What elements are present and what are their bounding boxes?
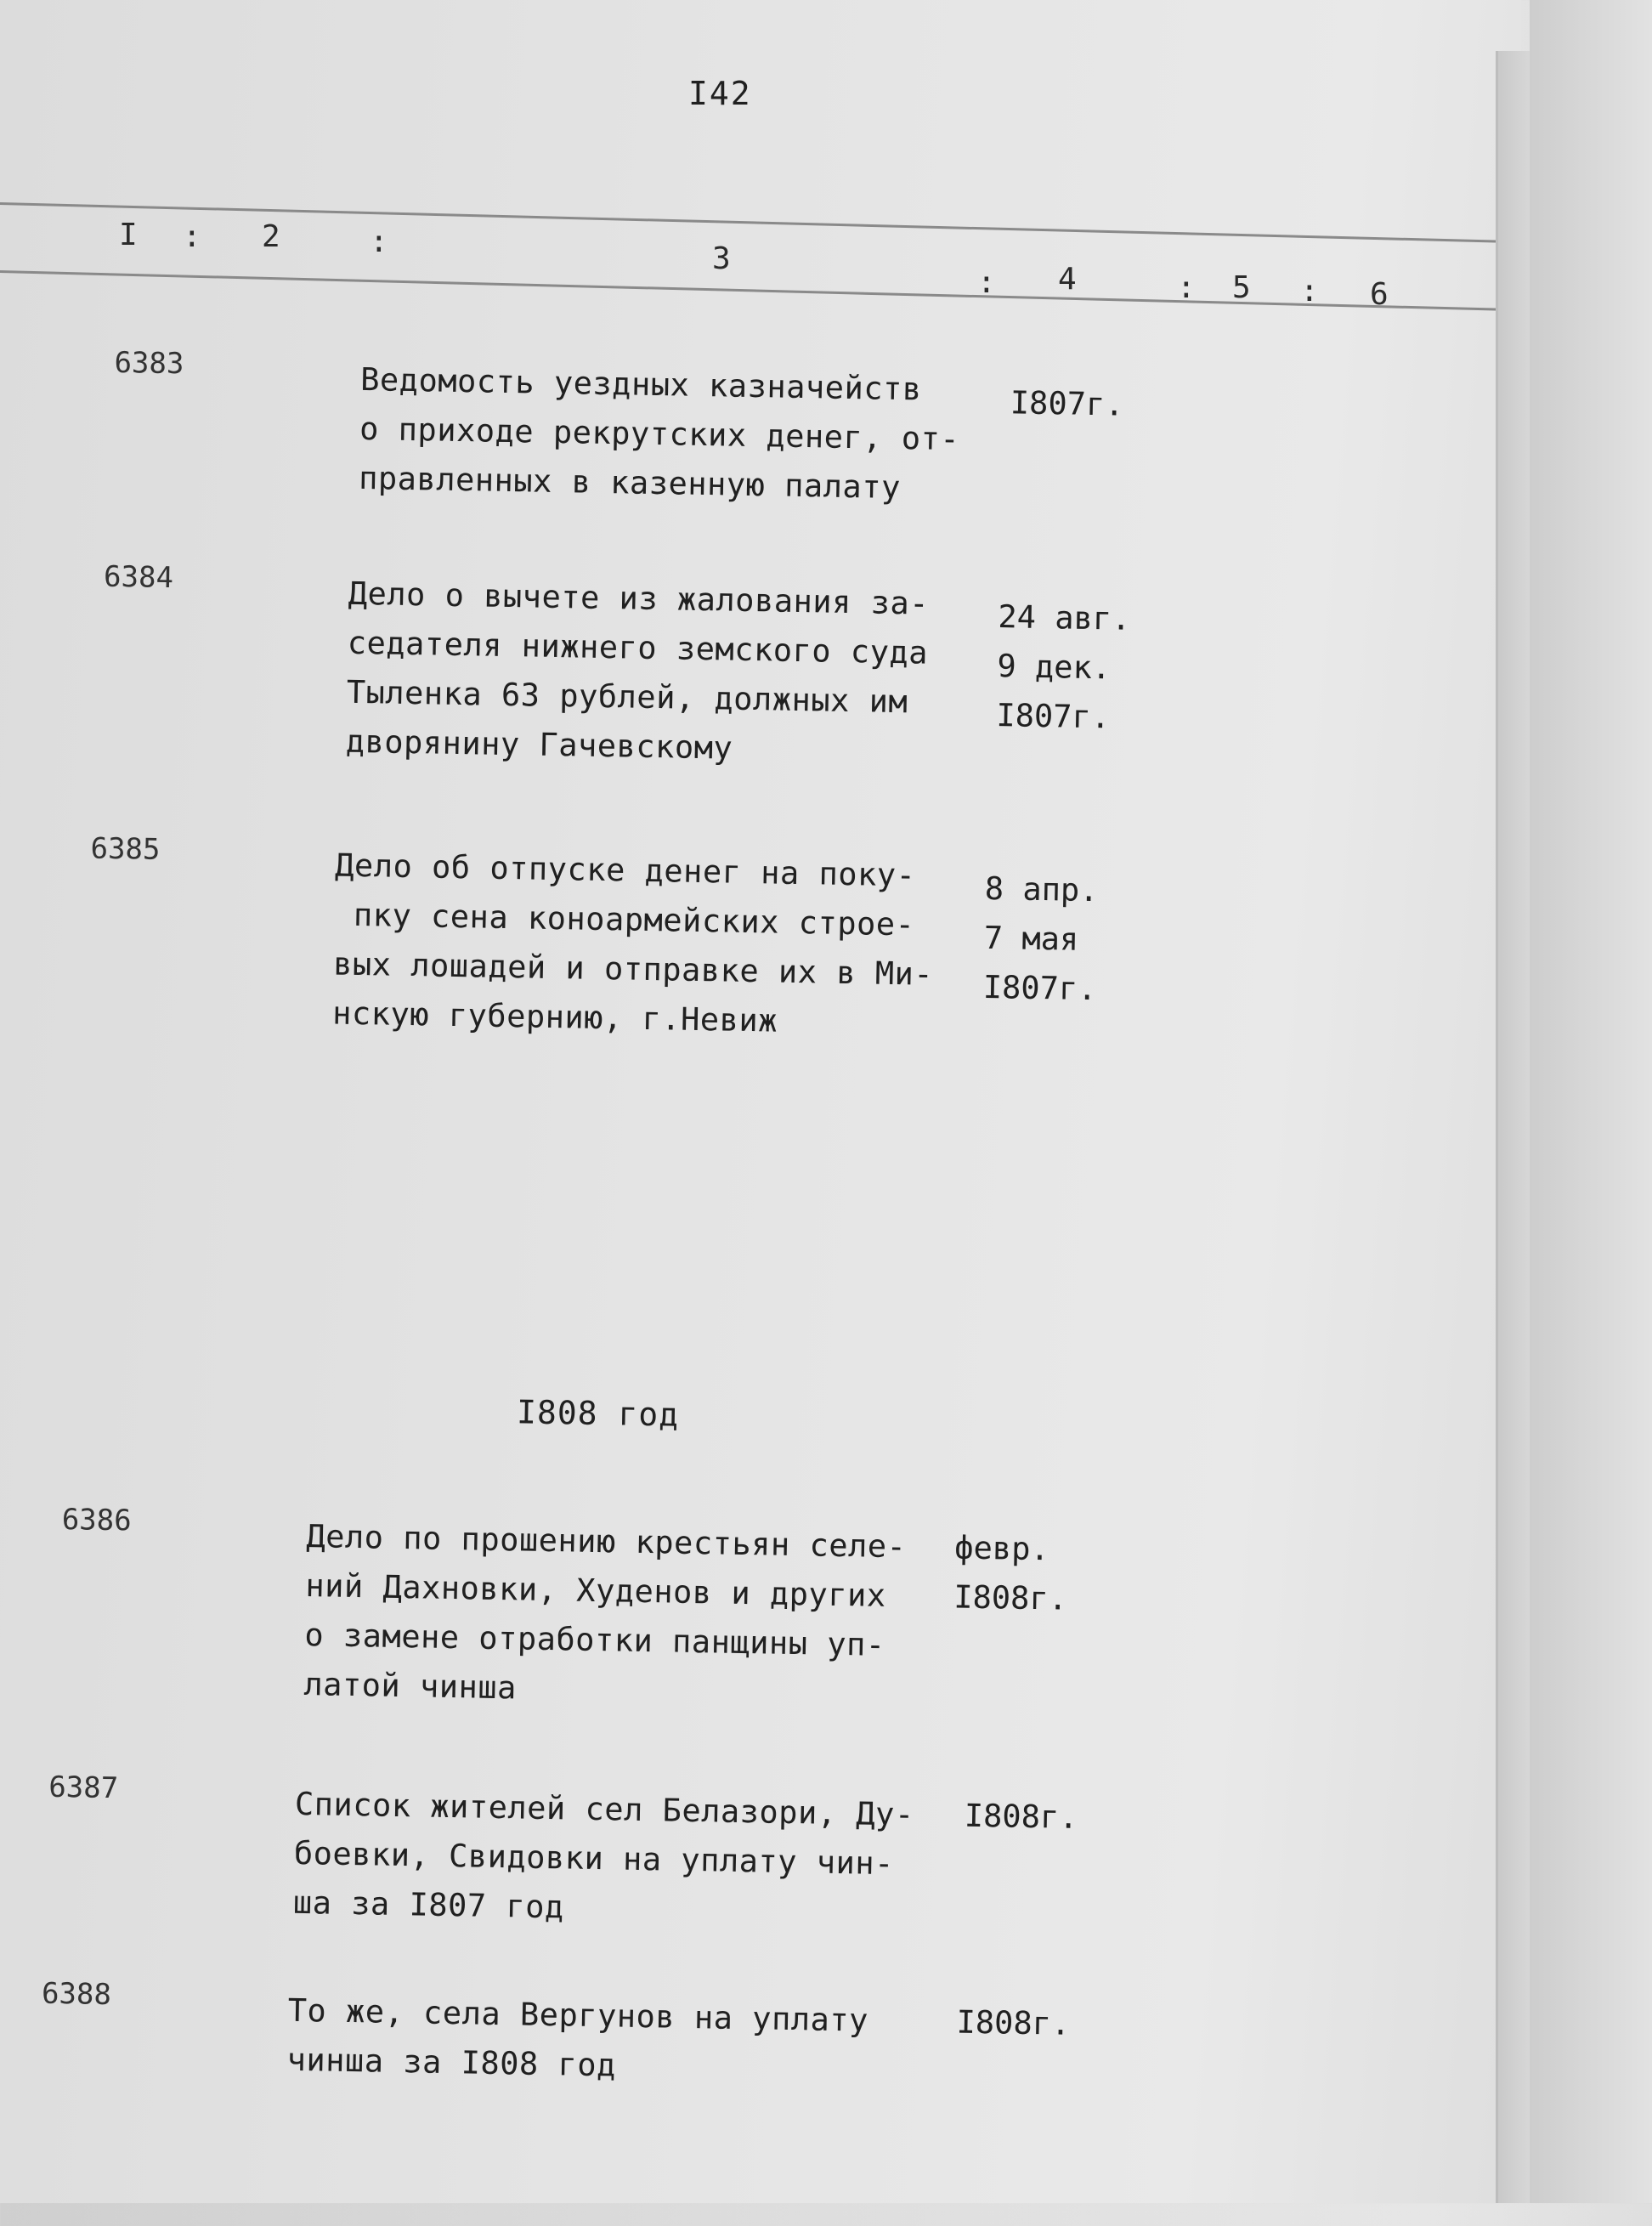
- entry-date: 24 авг. 9 дек. I807г.: [996, 598, 1131, 736]
- column-header-4: 4: [1058, 262, 1077, 297]
- entry-date: I808г.: [964, 1797, 1078, 1836]
- column-separator: :: [370, 224, 388, 259]
- entry-number: 6386: [61, 1502, 132, 1538]
- column-header-6: 6: [1370, 277, 1389, 312]
- entry-number: 6388: [41, 1976, 112, 2013]
- entry-description: Дело об отпуске денег на поку- пку сена коноармейских строе- вых лошадей и отправке их в Ми- нскую губернию, г.Невиж: [331, 847, 934, 1039]
- column-separator: :: [1177, 270, 1196, 305]
- column-header-3: 3: [712, 241, 731, 276]
- entry-number: 6384: [103, 559, 174, 596]
- column-header-1: I: [119, 218, 138, 252]
- entry-date: I808г.: [956, 2003, 1071, 2042]
- entry-description: То же, села Вергунов на уплату чинша за I808 год: [286, 1991, 869, 2084]
- column-header-2: 2: [262, 219, 280, 254]
- entry-number: 6387: [48, 1770, 119, 1806]
- page-number: I42: [688, 75, 752, 112]
- entry-description: Ведомость уездных казначейств о приходе рекрутских денег, от- правленных в казенную палату: [358, 360, 960, 507]
- inventory-entry: [0, 830, 1266, 1039]
- entry-description: Дело по прошению крестьян селе- ний Дахновки, Худенов и других о замене отработки панщины уп- латой чинша: [303, 1518, 907, 1707]
- column-header-5: 5: [1232, 270, 1251, 305]
- inventory-entry: [0, 558, 1270, 767]
- entry-description: Список жителей сел Белазори, Ду- боевки, Свидовки на уплату чин- ша за I807 год: [292, 1785, 915, 1926]
- entry-date: февр. I808г.: [953, 1529, 1068, 1617]
- entry-date: I807г.: [1010, 384, 1124, 423]
- entry-date: 8 апр. 7 мая I807г.: [982, 869, 1099, 1008]
- entry-number: 6385: [90, 831, 161, 867]
- underlying-sheet: [1530, 0, 1652, 2203]
- inventory-entry: [0, 1501, 1254, 1707]
- year-heading: I808 год: [516, 1393, 680, 1434]
- inventory-entry: [0, 1769, 1249, 1926]
- page-edge: [1496, 51, 1532, 2203]
- column-separator: :: [183, 219, 201, 254]
- column-separator: :: [1300, 274, 1319, 309]
- inventory-entry: [0, 1975, 1246, 2084]
- inventory-entry: [0, 337, 1275, 507]
- entry-description: Дело о вычете из жалования за- седателя нижнего земского суда Тыленка 63 рублей, должных им дворянину Гачевскому: [345, 575, 930, 767]
- entry-number: 6383: [114, 345, 184, 382]
- column-separator: :: [977, 265, 996, 300]
